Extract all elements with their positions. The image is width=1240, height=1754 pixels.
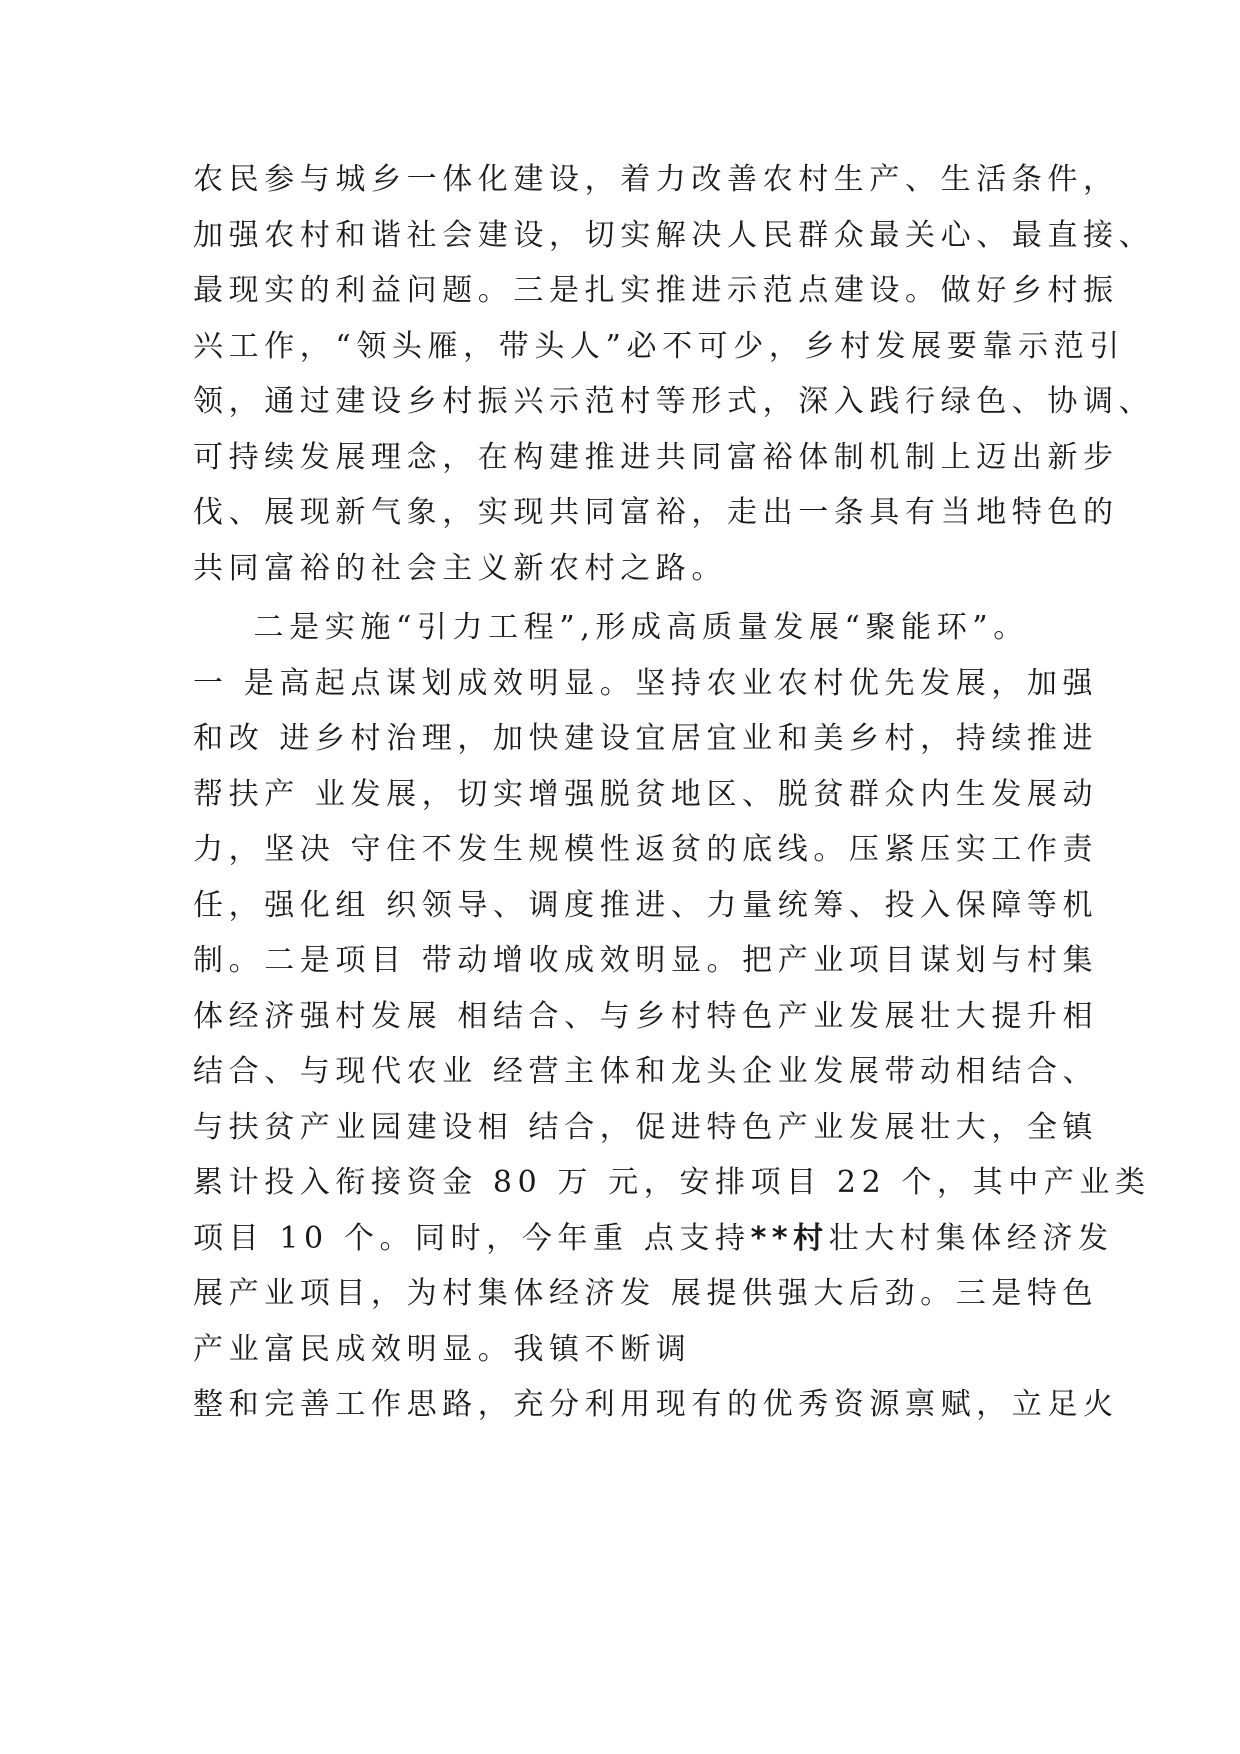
text-line: 结合、与现代农业 经营主体和龙头企业发展带动相结合、 <box>193 1054 1099 1089</box>
text-line: 和改 进乡村治理，加快建设宜居宜业和美乡村，持续推进 <box>193 721 1099 756</box>
text-line: 与扶贫产业园建设相 结合，促进特色产业发展壮大，全镇 <box>193 1109 1099 1145</box>
text-line: 共同富裕的社会主义新农村之路。 <box>193 550 727 586</box>
paragraph-rural-integration <box>193 152 1155 596</box>
text-segment: 项目 10 个。同时，今年重 点支持 <box>193 1220 751 1256</box>
text-line: 领，通过建设乡村振兴示范村等形式，深入践行绿色、协调、 <box>193 384 1155 419</box>
text-line: 一 是高起点谋划成效明显。坚持农业农村优先发展，加强 <box>193 665 1099 701</box>
text-line: 最现实的利益问题。三是扎实推进示范点建设。做好乡村振 <box>193 273 1119 308</box>
text-line: 产业富民成效明显。我镇不断调 <box>193 1331 692 1367</box>
text-line: 任，强化组 织领导、调度推进、力量统筹、投入保障等机 <box>193 887 1099 923</box>
text-line: 加强农村和谐社会建设，切实解决人民群众最关心、最直接、 <box>193 217 1155 253</box>
text-segment: 壮大村集体经济发 <box>828 1220 1114 1256</box>
text-line: 力，坚决 守住不发生规模性返贫的底线。压紧压实工作责 <box>193 832 1099 867</box>
paragraph-heading-line: 二是实施“引力工程”,形成高质量发展“聚能环”。 <box>193 610 1029 645</box>
village-name-bold: **村 <box>750 1220 829 1256</box>
text-line: 伐、展现新气象，实现共同富裕，走出一条具有当地特色的 <box>193 495 1119 530</box>
text-line: 可持续发展理念，在构建推进共同富裕体制机制上迈出新步 <box>193 439 1119 475</box>
text-line: 农民参与城乡一体化建设，着力改善农村生产、生活条件， <box>193 162 1119 197</box>
text-line: 累计投入衔接资金 80 万 元，安排项目 22 个，其中产业类 <box>193 1165 1151 1200</box>
text-line: 兴工作，“领头雁，带头人”必不可少，乡村发展要靠示范引 <box>193 328 1125 364</box>
text-line: 展产业项目，为村集体经济发 展提供强大后劲。三是特色 <box>193 1276 1099 1311</box>
text-line-with-village-name <box>193 1211 1114 1267</box>
text-line: 整和完善工作思路，充分利用现有的优秀资源禀赋，立足火 <box>193 1387 1119 1422</box>
text-line: 制。二是项目 带动增收成效明显。把产业项目谋划与村集 <box>193 943 1099 978</box>
text-line: 帮扶产 业发展，切实增强脱贫地区、脱贫群众内生发展动 <box>193 776 1099 812</box>
paragraph-gravity-project <box>193 600 1151 1433</box>
text-line: 体经济强村发展 相结合、与乡村特色产业发展壮大提升相 <box>193 998 1099 1034</box>
